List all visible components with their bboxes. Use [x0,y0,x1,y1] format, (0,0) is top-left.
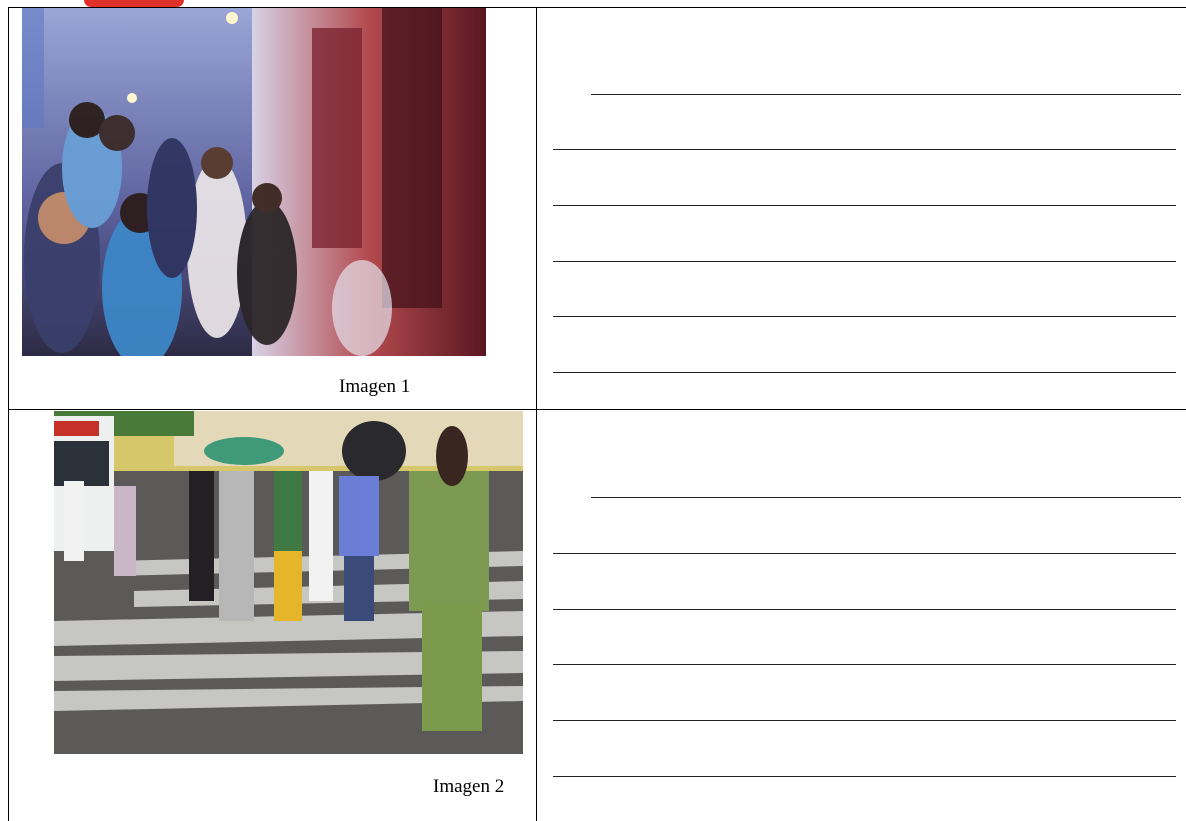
answer-line[interactable] [553,205,1176,206]
answer-line[interactable] [553,609,1176,610]
answer-line[interactable] [553,149,1176,150]
answer-line[interactable] [553,372,1176,373]
answer-line[interactable] [553,553,1176,554]
column-divider [536,7,537,821]
header-tab [84,0,184,7]
answer-line[interactable] [553,261,1176,262]
answer-line[interactable] [591,94,1181,95]
answer-line[interactable] [553,664,1176,665]
answer-line[interactable] [553,720,1176,721]
answer-line[interactable] [553,316,1176,317]
row-divider [8,409,1186,410]
image-1-caption: Imagen 1 [339,376,411,397]
crosswalk-photo [54,411,523,754]
bus-crowd-photo [22,8,486,356]
answer-line[interactable] [553,776,1176,777]
image-2-caption: Imagen 2 [433,776,505,797]
answer-line[interactable] [591,497,1181,498]
